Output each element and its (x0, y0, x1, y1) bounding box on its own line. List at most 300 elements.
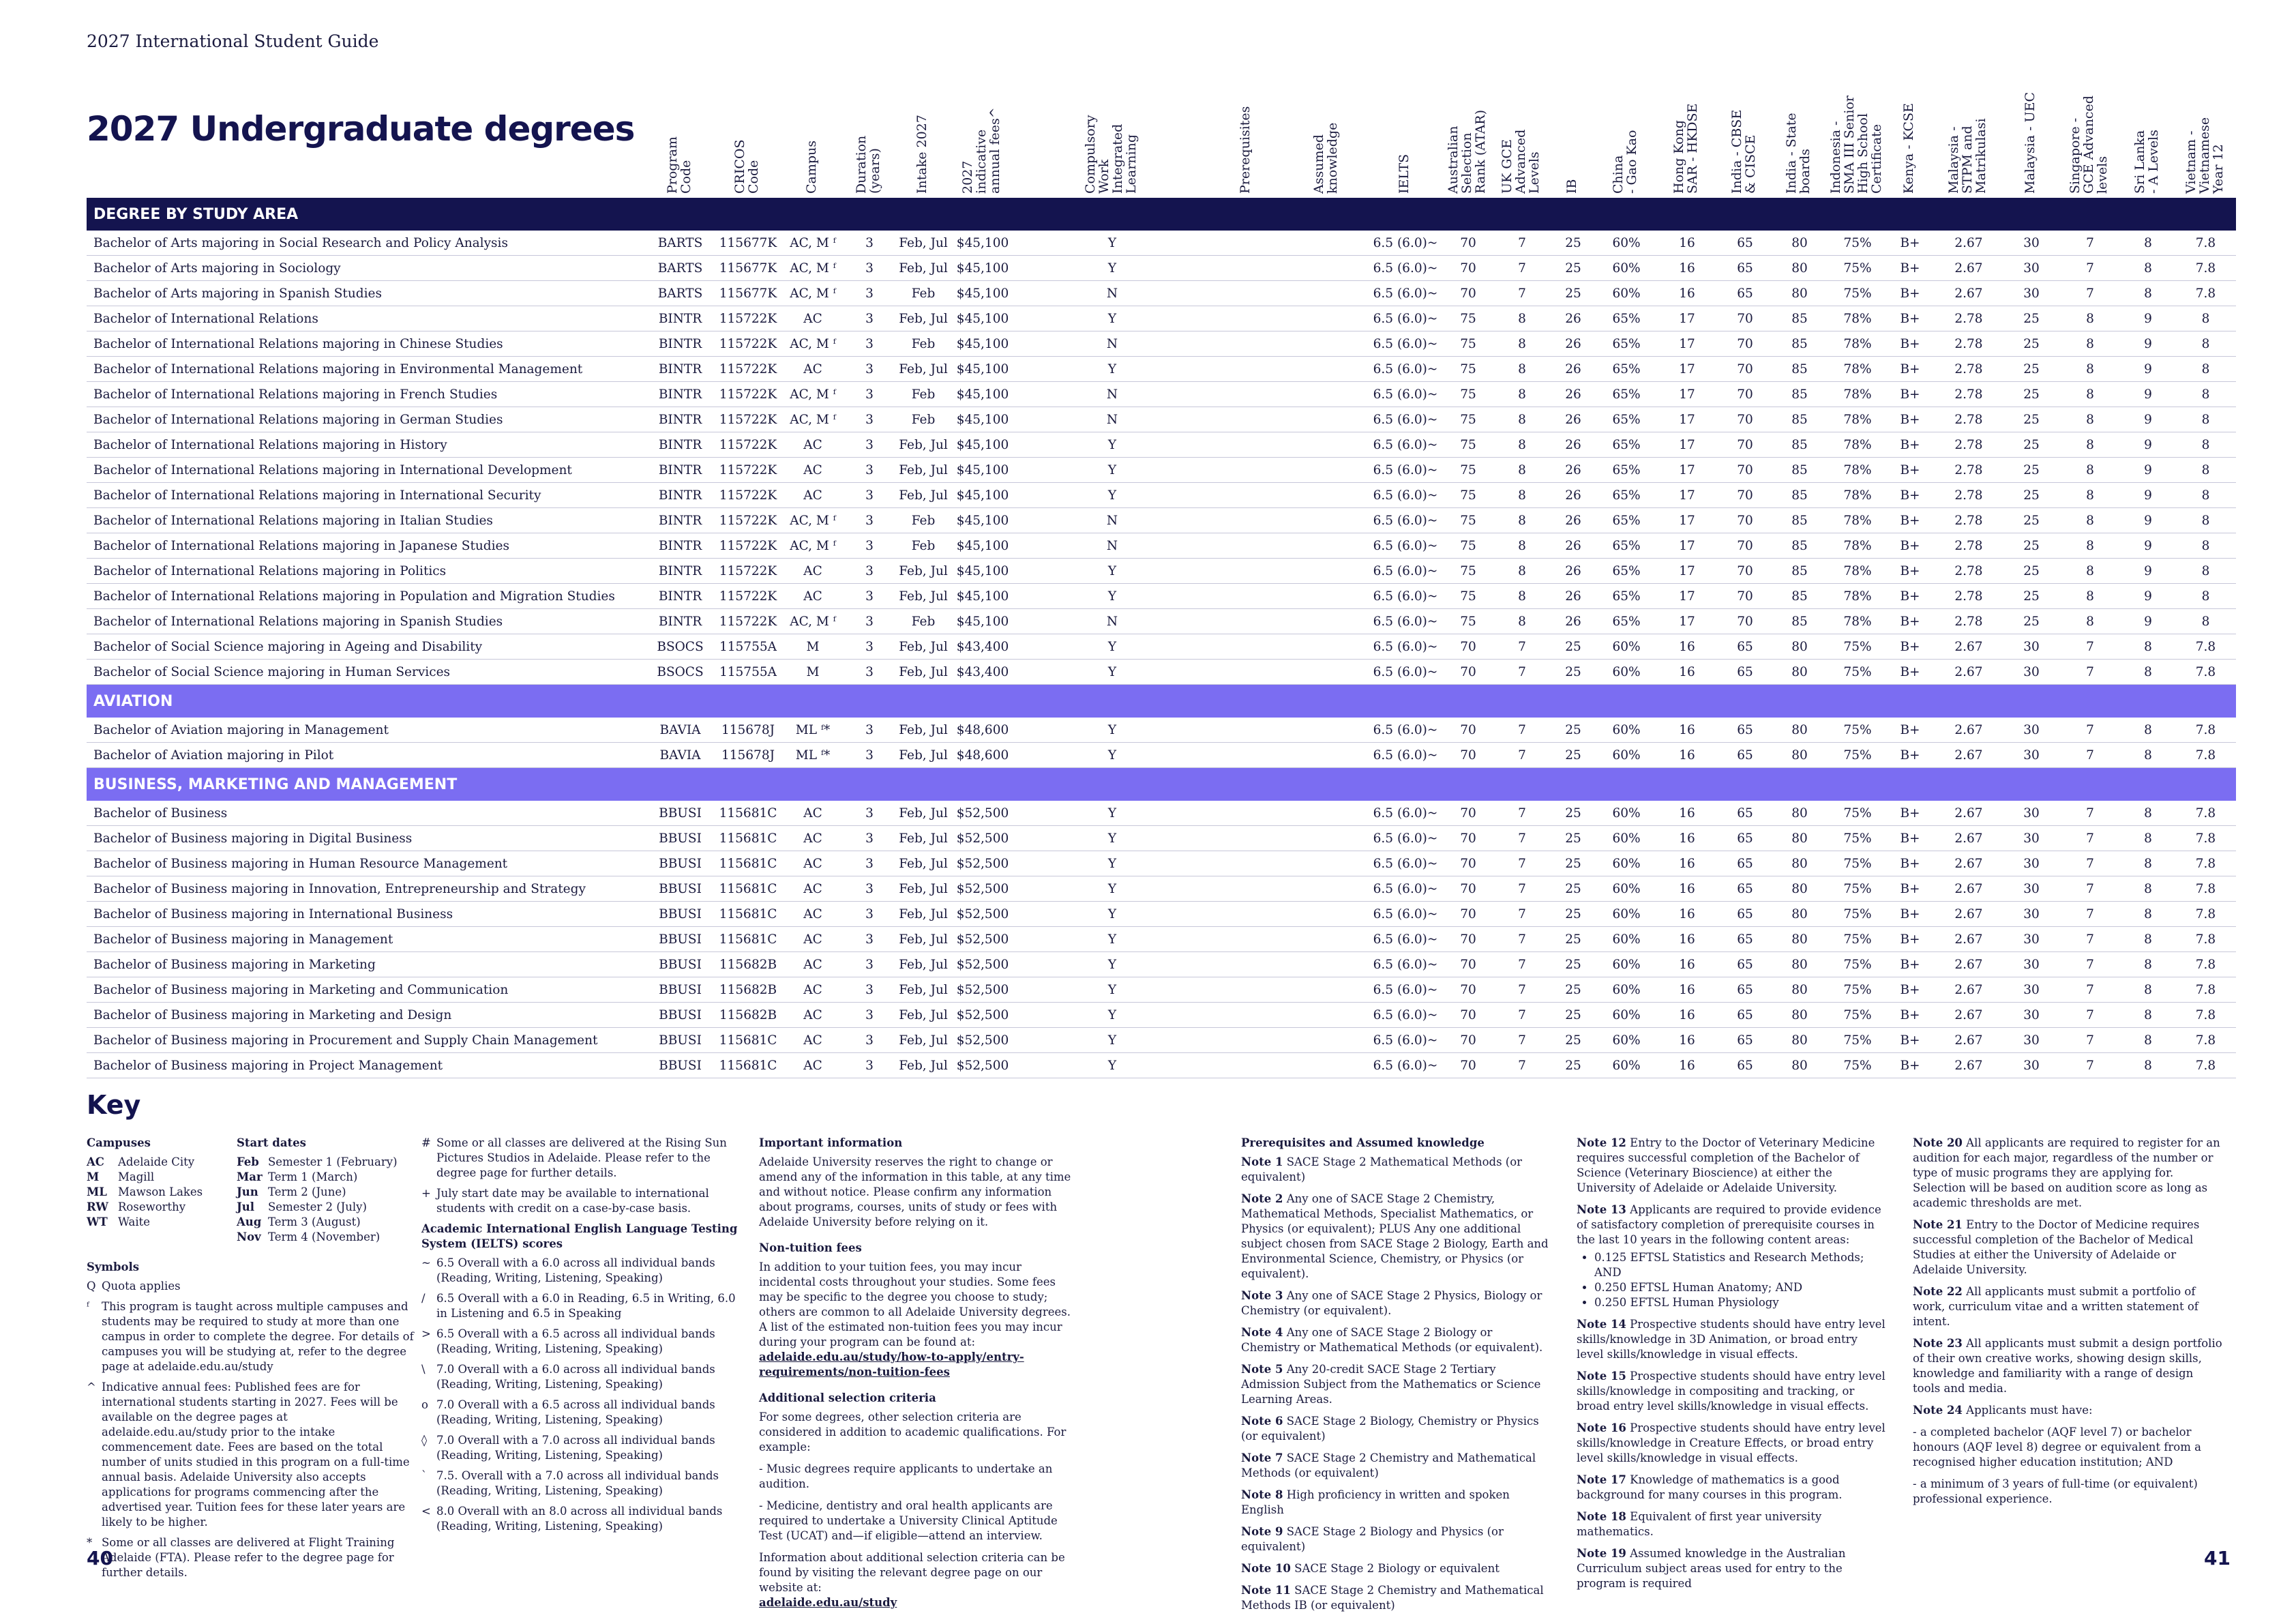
table-cell: 115681C (713, 876, 783, 902)
table-cell: 65% (1598, 432, 1654, 458)
table-cell (1283, 851, 1371, 876)
table-cell: 16 (1654, 1003, 1720, 1028)
table-cell: 85 (1770, 584, 1829, 609)
table-cell: BINTR (647, 458, 713, 483)
table-cell (1283, 718, 1371, 743)
nontuition-link[interactable]: adelaide.edu.au/study/how-to-apply/entry-requirements/non-tuition-fees (759, 1350, 1024, 1378)
symbol-glyph: ᶠ (87, 1300, 89, 1313)
column-header-label: Campus (804, 140, 819, 194)
table-cell: 85 (1770, 559, 1829, 584)
table-cell: 3 (843, 1003, 896, 1028)
table-cell: Feb (896, 281, 951, 306)
note-text: Any 20-credit SACE Stage 2 Tertiary Admission Subject from the Mathematics or Science Learning Areas. (1241, 1363, 1541, 1406)
table-cell: $52,500 (951, 851, 1015, 876)
table-cell: BAVIA (647, 718, 713, 743)
note (1577, 1421, 1887, 1466)
table-cell: 25 (1548, 718, 1598, 743)
table-cell: 6.5 (6.0)~ (1371, 660, 1440, 685)
note-label: Note 17 (1577, 1473, 1626, 1486)
table-cell (1283, 1003, 1371, 1028)
table-cell: BBUSI (647, 801, 713, 826)
symbol-text: 7.0 Overall with a 6.0 across all individual bands (Reading, Writing, Listening, Speaking) (436, 1363, 715, 1391)
table-cell: 7 (1496, 851, 1548, 876)
degree-name[interactable]: Bachelor of International Relations majoring in Environmental Management (87, 357, 647, 382)
table-cell: 75% (1829, 1053, 1886, 1078)
table-cell: $45,100 (951, 382, 1015, 407)
degree-name[interactable]: Bachelor of International Relations majoring in International Security (87, 483, 647, 508)
section-title: AVIATION (87, 685, 2236, 718)
table-cell: 2.67 (1934, 1028, 2003, 1053)
table-cell: 6.5 (6.0)~ (1371, 432, 1440, 458)
table-cell: 16 (1654, 902, 1720, 927)
table-cell: 7 (2059, 660, 2121, 685)
degree-name[interactable]: Bachelor of International Relations majoring in German Studies (87, 407, 647, 432)
start-date-row (237, 1200, 414, 1215)
table-cell: 30 (2003, 718, 2059, 743)
table-cell: Feb, Jul (896, 1003, 951, 1028)
table-cell: 85 (1770, 306, 1829, 331)
note24-item: - a completed bachelor (AQF level 7) or bachelor honours (AQF level 8) degree or equivalent from a recognised higher education institution; AND (1913, 1426, 2201, 1468)
table-cell: 25 (2003, 331, 2059, 357)
table-cell: Y (1015, 231, 1210, 256)
table-cell: 7.8 (2175, 660, 2236, 685)
table-cell: 8 (2059, 357, 2121, 382)
table-cell: 70 (1720, 331, 1770, 357)
table-cell: 75% (1829, 231, 1886, 256)
degree-name[interactable]: Bachelor of Business majoring in Project Management (87, 1053, 647, 1078)
table-cell: BINTR (647, 508, 713, 533)
table-cell (1283, 584, 1371, 609)
degree-name[interactable]: Bachelor of Aviation majoring in Management (87, 718, 647, 743)
campus-name: Magill (118, 1170, 155, 1183)
symbol-row (421, 1186, 742, 1216)
table-cell: BSOCS (647, 634, 713, 660)
table-cell: 6.5 (6.0)~ (1371, 256, 1440, 281)
table-cell: 70 (1440, 718, 1496, 743)
degree-name[interactable]: Bachelor of Arts majoring in Sociology (87, 256, 647, 281)
additional-item: - Medicine, dentistry and oral health applicants are required to undertake a University Clinical Aptitude Test (UCAT) and—if eligible—attend an interview. (759, 1499, 1058, 1542)
table-cell: B+ (1886, 357, 1934, 382)
table-cell: 2.67 (1934, 1053, 2003, 1078)
degree-name[interactable]: Bachelor of Business majoring in International Business (87, 902, 647, 927)
table-cell: $45,100 (951, 609, 1015, 634)
table-cell: 2.67 (1934, 952, 2003, 977)
table-cell: M (783, 660, 843, 685)
table-cell: 60% (1598, 902, 1654, 927)
table-cell: 3 (843, 533, 896, 559)
table-cell: 25 (2003, 432, 2059, 458)
degree-name[interactable]: Bachelor of International Relations majoring in Chinese Studies (87, 331, 647, 357)
table-cell: 70 (1720, 508, 1770, 533)
table-cell: 6.5 (6.0)~ (1371, 876, 1440, 902)
table-cell: BBUSI (647, 1028, 713, 1053)
table-cell: AC (783, 306, 843, 331)
table-cell: 8 (2059, 483, 2121, 508)
table-cell: 25 (1548, 801, 1598, 826)
table-cell: 6.5 (6.0)~ (1371, 718, 1440, 743)
table-cell: 2.78 (1934, 559, 2003, 584)
table-cell (1210, 508, 1283, 533)
table-cell: 25 (2003, 407, 2059, 432)
table-cell: 25 (2003, 483, 2059, 508)
table-cell: Feb (896, 407, 951, 432)
table-cell: 3 (843, 331, 896, 357)
table-cell: 115722K (713, 306, 783, 331)
table-cell: 85 (1770, 508, 1829, 533)
table-cell (1210, 660, 1283, 685)
degree-name[interactable]: Bachelor of International Relations majoring in Population and Migration Studies (87, 584, 647, 609)
start-date-code: Jul (237, 1200, 255, 1213)
table-cell: 8 (2121, 927, 2175, 952)
symbol-row (421, 1468, 742, 1498)
symbol-text: 7.5. Overall with a 7.0 across all individual bands (Reading, Writing, Listening, Speaking) (436, 1469, 719, 1497)
table-cell: 25 (1548, 952, 1598, 977)
table-cell: 65% (1598, 559, 1654, 584)
degree-name[interactable]: Bachelor of International Relations majoring in International Development (87, 458, 647, 483)
table-cell: B+ (1886, 1053, 1934, 1078)
table-cell: 7 (1496, 826, 1548, 851)
table-cell: Feb, Jul (896, 851, 951, 876)
campus-row (87, 1200, 237, 1215)
table-cell: 3 (843, 559, 896, 584)
note (1241, 1362, 1551, 1407)
table-cell: 3 (843, 306, 896, 331)
table-row (87, 634, 2236, 660)
table-cell: BINTR (647, 483, 713, 508)
additional-more: Information about additional selection criteria can be found by visiting the relevant degree page on our website at: (759, 1551, 1065, 1594)
table-cell: 60% (1598, 1003, 1654, 1028)
table-cell (1283, 876, 1371, 902)
symbol-text: 6.5 Overall with a 6.5 across all individual bands (Reading, Writing, Listening, Speaking) (436, 1327, 715, 1355)
table-cell: 7.8 (2175, 826, 2236, 851)
table-cell: 7 (2059, 927, 2121, 952)
table-cell: 2.67 (1934, 743, 2003, 768)
table-cell: 8 (2175, 508, 2236, 533)
table-cell: Feb, Jul (896, 634, 951, 660)
table-cell: 6.5 (6.0)~ (1371, 533, 1440, 559)
table-cell: Feb, Jul (896, 432, 951, 458)
table-cell: 65 (1720, 977, 1770, 1003)
table-cell: 85 (1770, 382, 1829, 407)
table-cell: 6.5 (6.0)~ (1371, 952, 1440, 977)
column-header-label: IELTS (1397, 153, 1412, 194)
note-label: Note 1 (1241, 1155, 1283, 1168)
column-header-label: Hong Kong SAR - HKDSE (1671, 103, 1700, 194)
note-label: Note 10 (1241, 1562, 1291, 1575)
degree-name[interactable]: Bachelor of International Relations majoring in Japanese Studies (87, 533, 647, 559)
table-cell: 78% (1829, 432, 1886, 458)
table-cell: 2.78 (1934, 331, 2003, 357)
column-header-label: Malaysia - STPM and Matrikulasi (1946, 118, 1988, 194)
table-row (87, 407, 2236, 432)
table-cell: 6.5 (6.0)~ (1371, 1003, 1440, 1028)
table-row (87, 357, 2236, 382)
symbol-row (421, 1504, 742, 1534)
table-cell: BINTR (647, 407, 713, 432)
table-cell: 65% (1598, 584, 1654, 609)
table-cell: 6.5 (6.0)~ (1371, 801, 1440, 826)
table-cell: 80 (1770, 634, 1829, 660)
table-cell: 8 (2121, 1028, 2175, 1053)
table-cell: AC, M ᶠ (783, 256, 843, 281)
table-cell: 30 (2003, 660, 2059, 685)
degree-name[interactable]: Bachelor of International Relations majoring in History (87, 432, 647, 458)
degree-name[interactable]: Bachelor of Business majoring in Marketing (87, 952, 647, 977)
table-cell: 6.5 (6.0)~ (1371, 927, 1440, 952)
note (1241, 1155, 1551, 1185)
table-cell: $43,400 (951, 660, 1015, 685)
table-cell: Feb, Jul (896, 584, 951, 609)
table-cell: $52,500 (951, 876, 1015, 902)
table-cell: 75% (1829, 743, 1886, 768)
table-cell: BINTR (647, 357, 713, 382)
table-cell: 7 (2059, 876, 2121, 902)
degree-name[interactable]: Bachelor of Business majoring in Digital Business (87, 826, 647, 851)
table-cell: 8 (1496, 559, 1548, 584)
degree-name[interactable]: Bachelor of Business majoring in Management (87, 927, 647, 952)
table-cell: 70 (1720, 382, 1770, 407)
table-cell: 7.8 (2175, 1028, 2236, 1053)
table-cell: 16 (1654, 256, 1720, 281)
table-cell: 8 (2121, 1053, 2175, 1078)
table-cell: 2.67 (1934, 851, 2003, 876)
note-label: Note 7 (1241, 1451, 1283, 1464)
table-cell: 60% (1598, 876, 1654, 902)
degree-name[interactable]: Bachelor of Business majoring in Marketing and Communication (87, 977, 647, 1003)
running-head: 2027 International Student Guide (87, 31, 379, 51)
table-cell: 78% (1829, 508, 1886, 533)
table-cell: 8 (2121, 256, 2175, 281)
table-cell: $45,100 (951, 407, 1015, 432)
table-cell: 26 (1548, 508, 1598, 533)
note24-item: - a minimum of 3 years of full-time (or equivalent) professional experience. (1913, 1477, 2198, 1505)
table-cell: 60% (1598, 634, 1654, 660)
table-cell: 17 (1654, 584, 1720, 609)
table-row (87, 432, 2236, 458)
table-row (87, 801, 2236, 826)
table-cell: 65 (1720, 1028, 1770, 1053)
table-cell (1210, 584, 1283, 609)
table-cell: $45,100 (951, 483, 1015, 508)
table-cell: 8 (2121, 801, 2175, 826)
table-cell: $52,500 (951, 952, 1015, 977)
symbol-row (421, 1136, 742, 1181)
degree-name[interactable]: Bachelor of Social Science majoring in Human Services (87, 660, 647, 685)
degree-name[interactable]: Bachelor of Business majoring in Innovation, Entrepreneurship and Strategy (87, 876, 647, 902)
table-cell: 7.8 (2175, 634, 2236, 660)
note (1913, 1284, 2223, 1329)
table-cell: 30 (2003, 1053, 2059, 1078)
table-cell: 75 (1440, 508, 1496, 533)
table-cell: Y (1015, 660, 1210, 685)
degree-name[interactable]: Bachelor of Business majoring in Human Resource Management (87, 851, 647, 876)
table-cell: 3 (843, 382, 896, 407)
table-cell: 17 (1654, 609, 1720, 634)
degree-name[interactable]: Bachelor of International Relations majoring in Italian Studies (87, 508, 647, 533)
table-cell: 8 (2175, 382, 2236, 407)
degree-name[interactable]: Bachelor of Arts majoring in Social Research and Policy Analysis (87, 231, 647, 256)
table-cell: Y (1015, 458, 1210, 483)
table-cell: 115681C (713, 826, 783, 851)
note (1241, 1488, 1551, 1518)
start-date-code: Nov (237, 1230, 261, 1243)
table-cell: AC (783, 851, 843, 876)
symbol-glyph: ^ (87, 1381, 96, 1393)
campus-code: ML (87, 1185, 107, 1198)
additional-link[interactable]: adelaide.edu.au/study (759, 1596, 897, 1609)
nontuition-title: Non-tuition fees (759, 1241, 862, 1254)
table-cell: 9 (2121, 382, 2175, 407)
table-cell: 25 (1548, 977, 1598, 1003)
table-cell: 75% (1829, 256, 1886, 281)
table-cell: 80 (1770, 256, 1829, 281)
table-cell: 9 (2121, 458, 2175, 483)
table-cell: 9 (2121, 483, 2175, 508)
table-row (87, 851, 2236, 876)
degree-name[interactable]: Bachelor of International Relations majoring in Politics (87, 559, 647, 584)
table-cell: 6.5 (6.0)~ (1371, 902, 1440, 927)
table-cell: 8 (2059, 458, 2121, 483)
table-cell: 26 (1548, 483, 1598, 508)
table-cell: B+ (1886, 718, 1934, 743)
table-cell: 80 (1770, 718, 1829, 743)
table-cell: 30 (2003, 231, 2059, 256)
table-cell: 3 (843, 826, 896, 851)
note (1577, 1509, 1887, 1539)
table-cell: N (1015, 609, 1210, 634)
table-cell: 8 (1496, 407, 1548, 432)
table-cell: Y (1015, 851, 1210, 876)
table-cell: 70 (1440, 634, 1496, 660)
table-cell: 70 (1720, 306, 1770, 331)
degree-name[interactable]: Bachelor of International Relations majoring in French Studies (87, 382, 647, 407)
table-cell: 78% (1829, 407, 1886, 432)
table-cell: 9 (2121, 407, 2175, 432)
table-cell (1283, 1028, 1371, 1053)
symbol-row (87, 1380, 414, 1530)
table-cell: 75 (1440, 331, 1496, 357)
table-cell: BBUSI (647, 902, 713, 927)
table-cell: 75% (1829, 1028, 1886, 1053)
table-cell: Feb, Jul (896, 306, 951, 331)
table-cell: B+ (1886, 876, 1934, 902)
table-cell: 17 (1654, 559, 1720, 584)
note-text: Applicants must have: (1966, 1404, 2093, 1417)
table-cell: $43,400 (951, 634, 1015, 660)
table-cell: 78% (1829, 306, 1886, 331)
table-cell (1283, 432, 1371, 458)
degree-name[interactable]: Bachelor of International Relations majoring in Spanish Studies (87, 609, 647, 634)
table-cell: 6.5 (6.0)~ (1371, 1053, 1440, 1078)
note-text: Entry to the Doctor of Veterinary Medicine requires successful completion of the Bachelor of Science (Veterinary Bioscience) at either the University of Adelaide or Adelaide University. (1577, 1136, 1875, 1194)
table-cell: Feb (896, 609, 951, 634)
table-cell: Feb (896, 331, 951, 357)
symbol-row (421, 1291, 742, 1321)
table-cell: 60% (1598, 927, 1654, 952)
note-text: Any one of SACE Stage 2 Chemistry, Mathematical Methods, Specialist Mathematics, or Physics (or equivalent); PLUS Any one additional subject chosen from SACE Stage 2 Biology, Earth and Environmental Science, Chemistry, or Physics (or equivalent). (1241, 1192, 1549, 1280)
table-cell: 75 (1440, 382, 1496, 407)
note (1913, 1136, 2223, 1211)
table-cell: 7.8 (2175, 801, 2236, 826)
table-cell: N (1015, 508, 1210, 533)
table-cell: 3 (843, 609, 896, 634)
table-cell: BARTS (647, 256, 713, 281)
table-cell: 25 (1548, 281, 1598, 306)
note-text: All applicants are required to register for an audition for each major, regardless of the number or type of music programs they are applying for. Selection will be based on audition score as long as academic thresholds are met. (1913, 1136, 2220, 1209)
table-cell: 2.78 (1934, 382, 2003, 407)
campus-row (87, 1185, 237, 1200)
table-cell: BBUSI (647, 977, 713, 1003)
table-cell: Feb, Jul (896, 559, 951, 584)
table-cell: 75 (1440, 559, 1496, 584)
note13-item: • 0.125 EFTSL Statistics and Research Methods; AND (1594, 1250, 1887, 1280)
table-cell: B+ (1886, 927, 1934, 952)
table-cell: B+ (1886, 609, 1934, 634)
note-label: Note 21 (1913, 1218, 1963, 1231)
key-col-4 (1241, 1136, 1551, 1620)
table-cell: 7 (2059, 952, 2121, 977)
table-cell: 7.8 (2175, 851, 2236, 876)
table-cell (1210, 1028, 1283, 1053)
table-cell: 8 (2175, 483, 2236, 508)
degree-name[interactable]: Bachelor of Business majoring in Procurement and Supply Chain Management (87, 1028, 647, 1053)
degree-name[interactable]: Bachelor of Business majoring in Marketing and Design (87, 1003, 647, 1028)
table-cell: 60% (1598, 1053, 1654, 1078)
table-cell: 80 (1770, 281, 1829, 306)
table-cell: $45,100 (951, 231, 1015, 256)
table-cell: 6.5 (6.0)~ (1371, 458, 1440, 483)
table-cell: 2.78 (1934, 609, 2003, 634)
degree-name[interactable]: Bachelor of Arts majoring in Spanish Studies (87, 281, 647, 306)
column-header-label: Duration (years) (854, 135, 882, 194)
table-cell: 16 (1654, 977, 1720, 1003)
table-cell: B+ (1886, 533, 1934, 559)
table-cell: 78% (1829, 584, 1886, 609)
table-cell: 70 (1440, 660, 1496, 685)
table-cell: 7.8 (2175, 876, 2236, 902)
table-cell (1210, 1053, 1283, 1078)
table-row (87, 952, 2236, 977)
table-cell: 9 (2121, 584, 2175, 609)
table-cell: B+ (1886, 432, 1934, 458)
degree-name[interactable]: Bachelor of International Relations (87, 306, 647, 331)
table-cell (1210, 634, 1283, 660)
table-cell: 60% (1598, 952, 1654, 977)
table-cell: 26 (1548, 407, 1598, 432)
note-text: All applicants must submit a design portfolio of their own creative works, showing design skills, knowledge and familiarity with a range of design tools and media. (1913, 1337, 2222, 1395)
table-cell: 30 (2003, 801, 2059, 826)
degree-name[interactable]: Bachelor of Social Science majoring in Ageing and Disability (87, 634, 647, 660)
table-cell: 6.5 (6.0)~ (1371, 826, 1440, 851)
table-cell: AC, M ᶠ (783, 281, 843, 306)
table-row (87, 584, 2236, 609)
note-label: Note 4 (1241, 1326, 1283, 1339)
table-cell: 3 (843, 483, 896, 508)
table-row (87, 533, 2236, 559)
table-cell: 3 (843, 281, 896, 306)
degree-name[interactable]: Bachelor of Business (87, 801, 647, 826)
note (1913, 1336, 2223, 1396)
table-cell: 6.5 (6.0)~ (1371, 306, 1440, 331)
table-cell: 75 (1440, 458, 1496, 483)
table-cell: 25 (2003, 458, 2059, 483)
table-cell: 16 (1654, 231, 1720, 256)
table-cell: Y (1015, 952, 1210, 977)
table-cell: 80 (1770, 1003, 1829, 1028)
table-cell: 70 (1440, 1053, 1496, 1078)
column-header-label: Vietnam - Vietnamese Year 12 (2183, 117, 2226, 194)
degree-name[interactable]: Bachelor of Aviation majoring in Pilot (87, 743, 647, 768)
